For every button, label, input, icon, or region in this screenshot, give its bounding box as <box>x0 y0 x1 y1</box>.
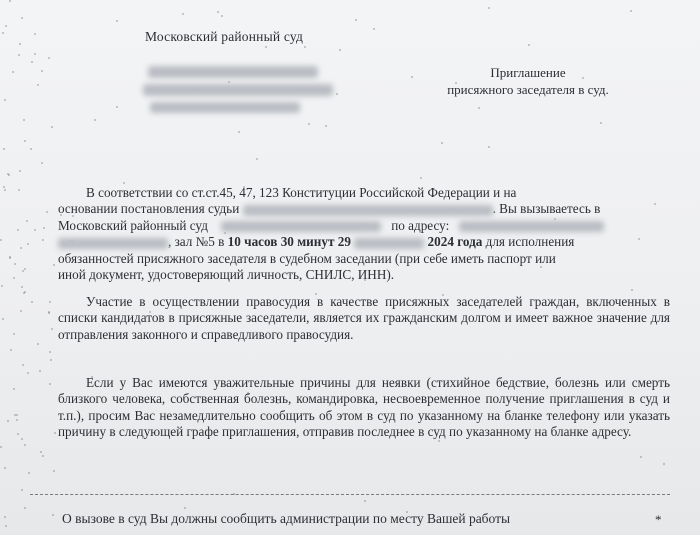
paper-speck <box>22 270 24 272</box>
invitation-title-line1: Приглашение <box>490 65 566 80</box>
redacted-month <box>354 238 424 249</box>
paper-speck <box>13 333 15 335</box>
paper-speck <box>53 264 55 266</box>
paper-speck <box>21 489 23 491</box>
paper-speck <box>24 268 26 270</box>
redacted-address <box>459 221 604 232</box>
court-name: Московский районный суд <box>145 29 304 44</box>
paper-speck <box>21 286 23 288</box>
summons-line-2a: основании постановления судьи <box>58 201 240 217</box>
paper-speck <box>17 433 19 435</box>
summons-line-3b: по адресу: <box>391 217 450 233</box>
paper-speck <box>12 71 14 73</box>
paper-speck <box>9 256 11 258</box>
paper-speck <box>14 263 16 265</box>
paper-speck <box>640 456 642 458</box>
paper-speck <box>52 514 54 516</box>
paper-speck <box>21 17 23 19</box>
paper-speck <box>24 507 26 509</box>
paper-speck <box>13 388 15 390</box>
redacted-court-address-1 <box>148 66 318 78</box>
paper-speck <box>24 291 26 293</box>
redacted-court-short <box>221 221 381 232</box>
paper-speck <box>420 177 422 179</box>
paper-speck <box>49 301 51 303</box>
paper-speck <box>27 372 29 374</box>
paper-speck <box>184 507 186 509</box>
paper-speck <box>31 301 33 303</box>
paper-speck <box>19 43 21 45</box>
paper-speck <box>23 119 25 121</box>
paper-speck <box>13 277 15 279</box>
paper-speck <box>0 446 2 448</box>
paper-speck <box>24 444 26 446</box>
paper-speck <box>265 46 267 48</box>
paper-speck <box>116 20 118 22</box>
summons-line-1: В соответствии со ст.ст.45, 47, 123 Конституции Российской Федерации и на <box>86 185 517 200</box>
section-divider <box>30 494 670 495</box>
paper-speck <box>18 189 20 191</box>
paper-speck <box>41 162 43 164</box>
invitation-title <box>408 64 648 98</box>
paper-speck <box>16 419 18 421</box>
paper-speck <box>94 119 96 121</box>
redacted-court-address-3 <box>150 102 300 113</box>
paper-speck <box>4 467 6 469</box>
paper-speck <box>42 455 44 457</box>
paper-speck <box>31 61 33 63</box>
paper-speck <box>22 364 24 366</box>
paper-speck <box>24 140 26 142</box>
paper-speck <box>46 211 48 213</box>
summons-paragraph <box>58 185 670 283</box>
civic-duty-text: Участие в осуществлении правосудия в качестве присяжных заседателей граждан, включенных в списки кандидатов в присяжные заседатели, является их гражданским долгом и имеет важное значение для отправления законного и справедливого правосудия. <box>58 294 670 342</box>
summons-line-2b: . Вы вызываетесь в <box>492 201 601 217</box>
paper-speck <box>51 126 53 128</box>
paper-speck <box>4 516 6 518</box>
paper-speck <box>9 0 11 2</box>
paper-speck <box>20 310 22 312</box>
paper-speck <box>5 525 7 527</box>
paper-speck <box>182 13 184 15</box>
paper-speck <box>30 148 32 150</box>
paper-speck <box>53 470 55 472</box>
paper-speck <box>37 343 39 345</box>
paper-speck <box>27 243 29 245</box>
paper-speck <box>336 93 338 95</box>
paper-speck <box>308 123 310 125</box>
paper-speck <box>3 148 5 150</box>
paper-speck <box>19 170 21 172</box>
paper-speck <box>18 54 20 56</box>
paper-speck <box>238 131 240 133</box>
paper-speck <box>41 70 43 72</box>
paper-speck <box>488 7 490 9</box>
paper-speck <box>50 359 52 361</box>
paper-speck <box>630 10 632 12</box>
civic-duty-paragraph <box>58 294 670 343</box>
paper-speck <box>14 414 16 416</box>
redacted-court-address-2 <box>143 84 333 96</box>
paper-speck <box>217 11 219 13</box>
invitation-title-line2: присяжного заседателя в суд. <box>447 82 609 97</box>
paper-speck <box>600 122 602 124</box>
paper-speck <box>49 383 51 385</box>
summons-line-4b: для исполнения <box>485 234 575 250</box>
paper-speck <box>48 57 50 59</box>
paper-speck <box>4 189 6 191</box>
paper-speck <box>17 229 19 231</box>
paper-speck <box>528 44 530 46</box>
paper-speck <box>26 220 28 222</box>
paper-speck <box>355 19 357 21</box>
absence-reasons-text: Если у Вас имеются уважительные причины для неявки (стихийное бедствие, болезнь или смерть близкого человека, собственная болезнь, командировка, несвоевременное получение приглашения в суд и т.п.), просим Вас незамедлительно сообщить об этом в суд по указанному на бланке телефону или указать причину в следующей графе приглашения, отправив последнее в суд по указанному на бланке адресу. <box>58 375 670 440</box>
paper-speck <box>663 463 665 465</box>
paper-speck <box>10 349 12 351</box>
paper-speck <box>0 239 2 241</box>
summons-line-5: обязанностей присяжного заседателя в судебном заседании (при себе иметь паспорт или <box>58 250 556 266</box>
paper-speck <box>2 32 4 34</box>
paper-speck <box>373 28 375 30</box>
paper-speck <box>34 229 36 231</box>
paper-speck <box>339 49 341 51</box>
paper-speck <box>221 15 223 17</box>
paper-speck <box>325 125 327 127</box>
employer-notice: О вызове в суд Вы должны сообщить администрации по месту Вашей работы <box>62 511 511 526</box>
paper-speck <box>116 106 118 108</box>
paper-speck <box>49 351 51 353</box>
paper-speck <box>42 239 44 241</box>
paper-speck <box>20 247 22 249</box>
footnote-asterisk: * <box>655 512 662 527</box>
summons-line-6: иной документ, удостоверяющий личность, СНИЛС, ИНН). <box>58 267 395 283</box>
paper-speck <box>5 25 7 27</box>
paper-speck <box>39 370 41 372</box>
hearing-time: 10 часов 30 минут 29 <box>227 234 351 250</box>
paper-speck <box>478 107 480 109</box>
paper-speck <box>4 99 6 101</box>
paper-speck <box>16 414 18 416</box>
paper-speck <box>441 142 443 144</box>
paper-speck <box>43 227 45 229</box>
paper-speck <box>256 158 258 160</box>
paper-speck <box>2 318 4 320</box>
paper-speck <box>304 46 306 48</box>
paper-speck <box>51 328 53 330</box>
absence-reasons-paragraph <box>58 375 670 441</box>
paper-speck <box>28 472 30 474</box>
redacted-judge-name <box>243 205 493 216</box>
paper-speck <box>488 146 490 148</box>
paper-speck <box>34 33 36 35</box>
paper-speck <box>7 420 9 422</box>
summons-line-4a: , зал №5 в <box>168 234 225 250</box>
paper-speck <box>34 53 36 55</box>
summons-line-3a: Московский районный суд <box>58 217 208 233</box>
paper-speck <box>364 500 366 502</box>
paper-speck <box>54 432 56 434</box>
paper-speck <box>1 285 3 287</box>
paper-speck <box>40 451 42 453</box>
hearing-year: 2024 года <box>427 234 483 250</box>
paper-speck <box>21 438 23 440</box>
paper-speck <box>8 174 10 176</box>
paper-speck <box>37 84 39 86</box>
redacted-address-cont <box>58 238 168 249</box>
paper-speck <box>631 289 633 291</box>
